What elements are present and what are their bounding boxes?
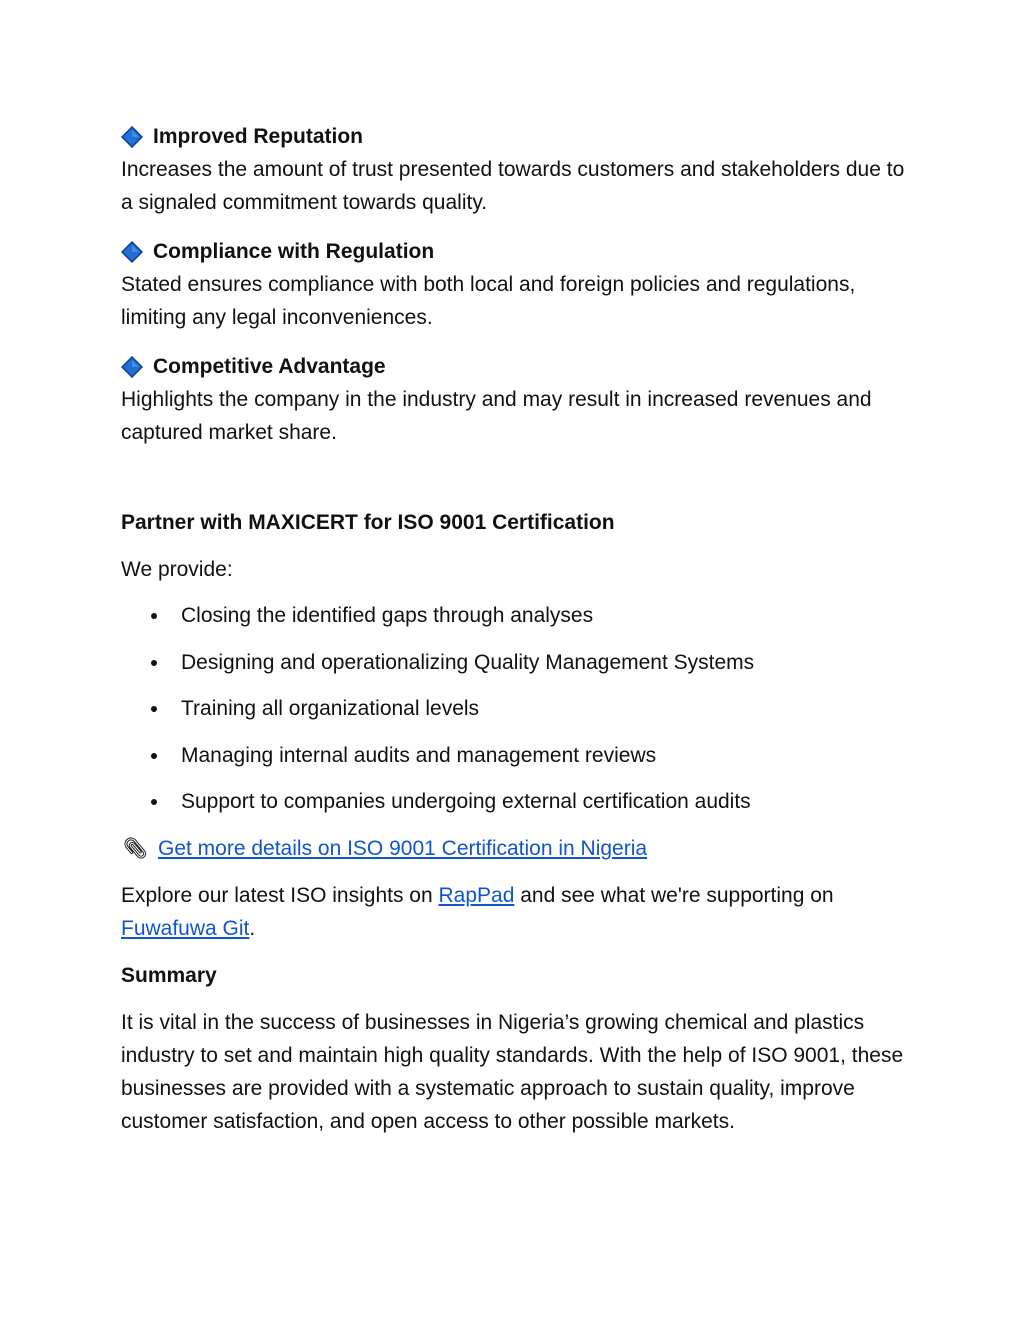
summary-text: It is vital in the success of businesses in Nigeria’s growing chemical and plastics industry to set and maintain high quality standards. With the help of ISO 9001, these businesses are provided with a systematic approach to sustain quality, improve customer satisfaction, and open access to other possible markets.: [121, 1010, 904, 1133]
services-lead: We provide:: [121, 558, 233, 581]
partner-heading: Partner with MAXICERT for ISO 9001 Certification: [121, 511, 615, 534]
benefit-title: Competitive Advantage: [153, 355, 386, 378]
explore-prefix: Explore our latest ISO insights on: [121, 883, 439, 907]
list-item-text: Designing and operationalizing Quality Management Systems: [181, 650, 755, 674]
list-item: [121, 692, 911, 725]
benefit-improved-reputation: [121, 120, 911, 219]
rappad-link[interactable]: RapPad: [438, 883, 515, 907]
document-content: [121, 120, 911, 1138]
benefit-heading: [121, 350, 911, 383]
details-link-row: [121, 832, 911, 865]
benefit-text: Highlights the company in the industry and may result in increased revenues and captured market share.: [121, 388, 872, 444]
benefit-title: Improved Reputation: [153, 125, 364, 148]
blue-diamond-icon: [121, 126, 143, 148]
iso-details-link[interactable]: Get more details on ISO 9001 Certification in Nigeria: [158, 836, 648, 860]
list-item: [121, 646, 911, 679]
services-list: [121, 599, 911, 818]
explore-suffix: .: [249, 916, 256, 940]
explore-middle: and see what we're supporting on: [514, 883, 834, 907]
list-item: [121, 599, 911, 632]
list-item: [121, 785, 911, 818]
bullet-icon: [151, 706, 157, 712]
paperclip-icon: [121, 833, 153, 863]
list-item-text: Managing internal audits and management reviews: [181, 743, 657, 767]
blue-diamond-icon: [121, 241, 143, 263]
bullet-icon: [151, 799, 157, 805]
bullet-icon: [151, 753, 157, 759]
benefit-text: Increases the amount of trust presented towards customers and stakeholders due to a signaled commitment towards quality.: [121, 158, 905, 214]
benefit-title: Compliance with Regulation: [153, 240, 435, 263]
list-item-text: Support to companies undergoing external certification audits: [181, 790, 751, 814]
explore-paragraph: [121, 879, 911, 945]
list-item: [121, 739, 911, 772]
benefit-heading: [121, 120, 911, 153]
benefit-competitive-advantage: [121, 350, 911, 449]
list-item-text: Training all organizational levels: [181, 697, 480, 721]
benefit-text: Stated ensures compliance with both local and foreign policies and regulations, limiting any legal inconveniences.: [121, 273, 856, 329]
list-item-text: Closing the identified gaps through analyses: [181, 604, 594, 627]
summary-heading: Summary: [121, 963, 217, 987]
blue-diamond-icon: [121, 356, 143, 378]
fuwafuwa-git-link[interactable]: Fuwafuwa Git: [121, 916, 250, 940]
benefit-heading: [121, 235, 911, 268]
bullet-icon: [151, 613, 157, 619]
bullet-icon: [151, 660, 157, 666]
benefit-compliance: [121, 235, 911, 334]
